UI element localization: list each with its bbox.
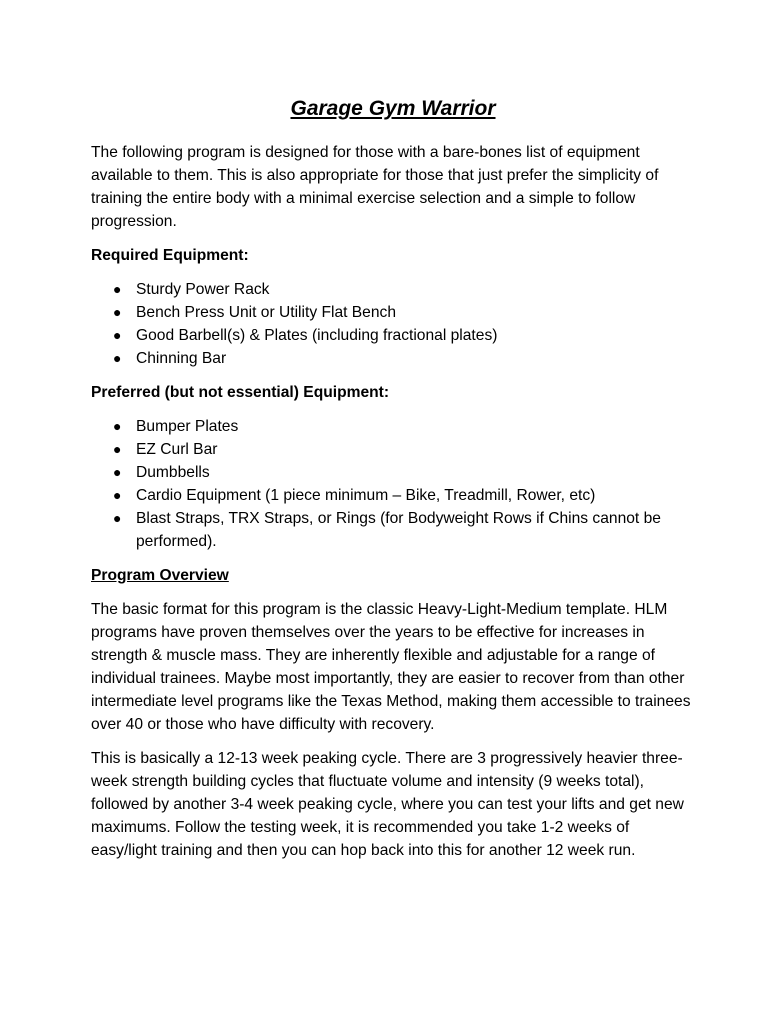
intro-paragraph: The following program is designed for those with a bare-bones list of equipment available to them. This is also appropriate for those that just prefer the simplicity of training the entire body with a minimal exercise selection and a simple to follow progression. — [91, 144, 659, 230]
list-item-text: Chinning Bar — [136, 350, 227, 367]
document-content — [91, 94, 691, 873]
list-item-text: Cardio Equipment (1 piece minimum – Bike, Treadmill, Rower, etc) — [136, 487, 596, 504]
list-item — [91, 324, 691, 347]
program-overview-heading: Program Overview — [91, 567, 229, 584]
bullet-icon: ● — [113, 304, 122, 320]
list-item-text: Bench Press Unit or Utility Flat Bench — [136, 304, 396, 321]
list-item-text: Bumper Plates — [136, 418, 239, 435]
list-item — [91, 278, 691, 301]
bullet-icon: ● — [113, 510, 122, 526]
list-item — [91, 507, 691, 553]
overview-paragraph-1: The basic format for this program is the classic Heavy-Light-Medium template. HLM programs have proven themselves over the years to be effective for increases in strength & muscle mass. They are inherently flexible and adjustable for a range of individual trainees. Maybe most importantly, they are easier to recover from than other intermediate level programs like the Texas Method, making them accessible to trainees over 40 or those who have difficulty with recovery. — [91, 601, 691, 733]
list-item — [91, 461, 691, 484]
bullet-icon: ● — [113, 327, 122, 343]
list-item-text: Good Barbell(s) & Plates (including fractional plates) — [136, 327, 498, 344]
list-item — [91, 415, 691, 438]
bullet-icon: ● — [113, 464, 122, 480]
overview-paragraph-2: This is basically a 12-13 week peaking cycle. There are 3 progressively heavier three-week strength building cycles that fluctuate volume and intensity (9 weeks total), followed by another 3-4 week peaking cycle, where you can test your lifts and get new maximums. Follow the testing week, it is recommended you take 1-2 weeks of easy/light training and then you can hop back into this for another 12 week run. — [91, 750, 684, 859]
bullet-icon: ● — [113, 281, 122, 297]
required-equipment-list — [91, 278, 691, 370]
list-item-text: Dumbbells — [136, 464, 210, 481]
list-item — [91, 438, 691, 461]
bullet-icon: ● — [113, 350, 122, 366]
preferred-equipment-list — [91, 415, 691, 553]
list-item-text: EZ Curl Bar — [136, 441, 218, 458]
required-equipment-heading: Required Equipment: — [91, 247, 249, 264]
list-item — [91, 301, 691, 324]
page-title: Garage Gym Warrior — [290, 97, 496, 120]
list-item — [91, 484, 691, 507]
list-item-text: Blast Straps, TRX Straps, or Rings (for Bodyweight Rows if Chins cannot be performed). — [136, 510, 661, 550]
list-item — [91, 347, 691, 370]
preferred-equipment-heading: Preferred (but not essential) Equipment: — [91, 384, 390, 401]
bullet-icon: ● — [113, 487, 122, 503]
list-item-text: Sturdy Power Rack — [136, 281, 270, 298]
bullet-icon: ● — [113, 418, 122, 434]
bullet-icon: ● — [113, 441, 122, 457]
